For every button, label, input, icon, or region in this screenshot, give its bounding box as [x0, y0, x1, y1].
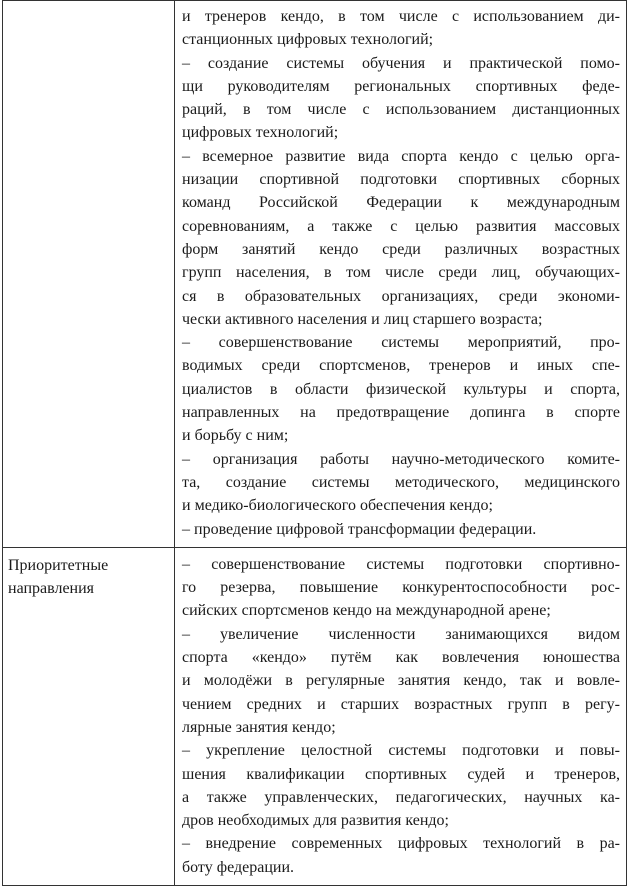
- row-label-cell: [3, 547, 175, 885]
- text-line: станционных цифровых технологий;: [182, 31, 434, 49]
- text-line: форм занятий кендо среди различных возрастных: [182, 240, 620, 258]
- row-content: [175, 1, 626, 547]
- text-line: шения квалификации спортивных судей и тренеров,: [182, 765, 620, 783]
- text-line: – увеличение численности занимающихся видом: [182, 625, 620, 643]
- text-line: – проведение цифровой трансформации федерации.: [182, 520, 537, 538]
- text-line: и борьбу с ним;: [182, 427, 289, 445]
- row-label-line: направления: [8, 580, 95, 598]
- text-line: и медико-биологического обеспечения кендо;: [182, 497, 493, 515]
- text-line: раций, в том числе с использованием дистанционных: [182, 101, 620, 119]
- row-label: [3, 548, 174, 601]
- text-line: водимых среди спортсменов, тренеров и иных спе-: [182, 357, 620, 375]
- text-line: направленных на предотвращение допинга в спорте: [182, 404, 620, 422]
- text-line: чески активного населения и лиц старшего возраста;: [182, 310, 543, 328]
- text-line: и молодёжи в регулярные занятия кендо, так и вовле-: [182, 672, 620, 690]
- table-row: [3, 547, 627, 885]
- text-line: щи руководителям региональных спортивных феде-: [182, 77, 620, 95]
- row-content-cell: [175, 547, 627, 885]
- text-line: – всемерное развитие вида спорта кендо с целью орга-: [182, 147, 620, 165]
- text-line: го резерва, повышение конкурентоспособности рос-: [182, 579, 620, 597]
- text-line: и тренеров кендо, в том числе с использованием ди-: [182, 8, 620, 25]
- text-line: команд Российской Федерации к международным: [182, 194, 620, 212]
- text-line: цифровых технологий;: [182, 124, 339, 142]
- table-row: [3, 1, 627, 548]
- text-line: боту федерации.: [182, 858, 294, 876]
- document-table: [2, 0, 627, 886]
- text-line: а также управленческих, педагогических, научных ка-: [182, 788, 620, 806]
- text-line: ся в образовательных организациях, среди экономи-: [182, 287, 620, 305]
- text-line: групп населения, в том числе среди лиц, обучающих-: [182, 264, 620, 282]
- row-label-line: Приоритетные: [8, 556, 109, 574]
- text-line: – организация работы научно-методического комите-: [182, 450, 620, 468]
- text-line: сийских спортсменов кендо на международной арене;: [182, 602, 551, 620]
- row-content: [175, 548, 626, 885]
- text-line: низации спортивной подготовки спортивных сборных: [182, 171, 620, 189]
- text-line: соревнованиям, а также с целью развития массовых: [182, 217, 620, 235]
- text-line: – совершенствование системы подготовки спортивно-: [182, 555, 620, 573]
- text-line: чением средних и старших возрастных групп в регу-: [182, 695, 620, 713]
- row-content-cell: [175, 1, 627, 548]
- row-label: [3, 1, 174, 7]
- text-line: циалистов в области физической культуры и спорта,: [182, 380, 620, 398]
- text-line: – создание системы обучения и практической помо-: [182, 54, 620, 72]
- text-line: дров необходимых для развития кендо;: [182, 812, 449, 830]
- text-line: – укрепление целостной системы подготовки и повы-: [182, 742, 620, 760]
- text-line: та, создание системы методического, медицинского: [182, 473, 620, 491]
- row-label-cell: [3, 1, 175, 548]
- text-line: спорта «кендо» путём как вовлечения юношества: [182, 649, 620, 667]
- text-line: – совершенствование системы мероприятий, про-: [182, 334, 620, 352]
- text-line: лярные занятия кендо;: [182, 718, 336, 736]
- text-line: – внедрение современных цифровых технологий в ра-: [182, 835, 620, 853]
